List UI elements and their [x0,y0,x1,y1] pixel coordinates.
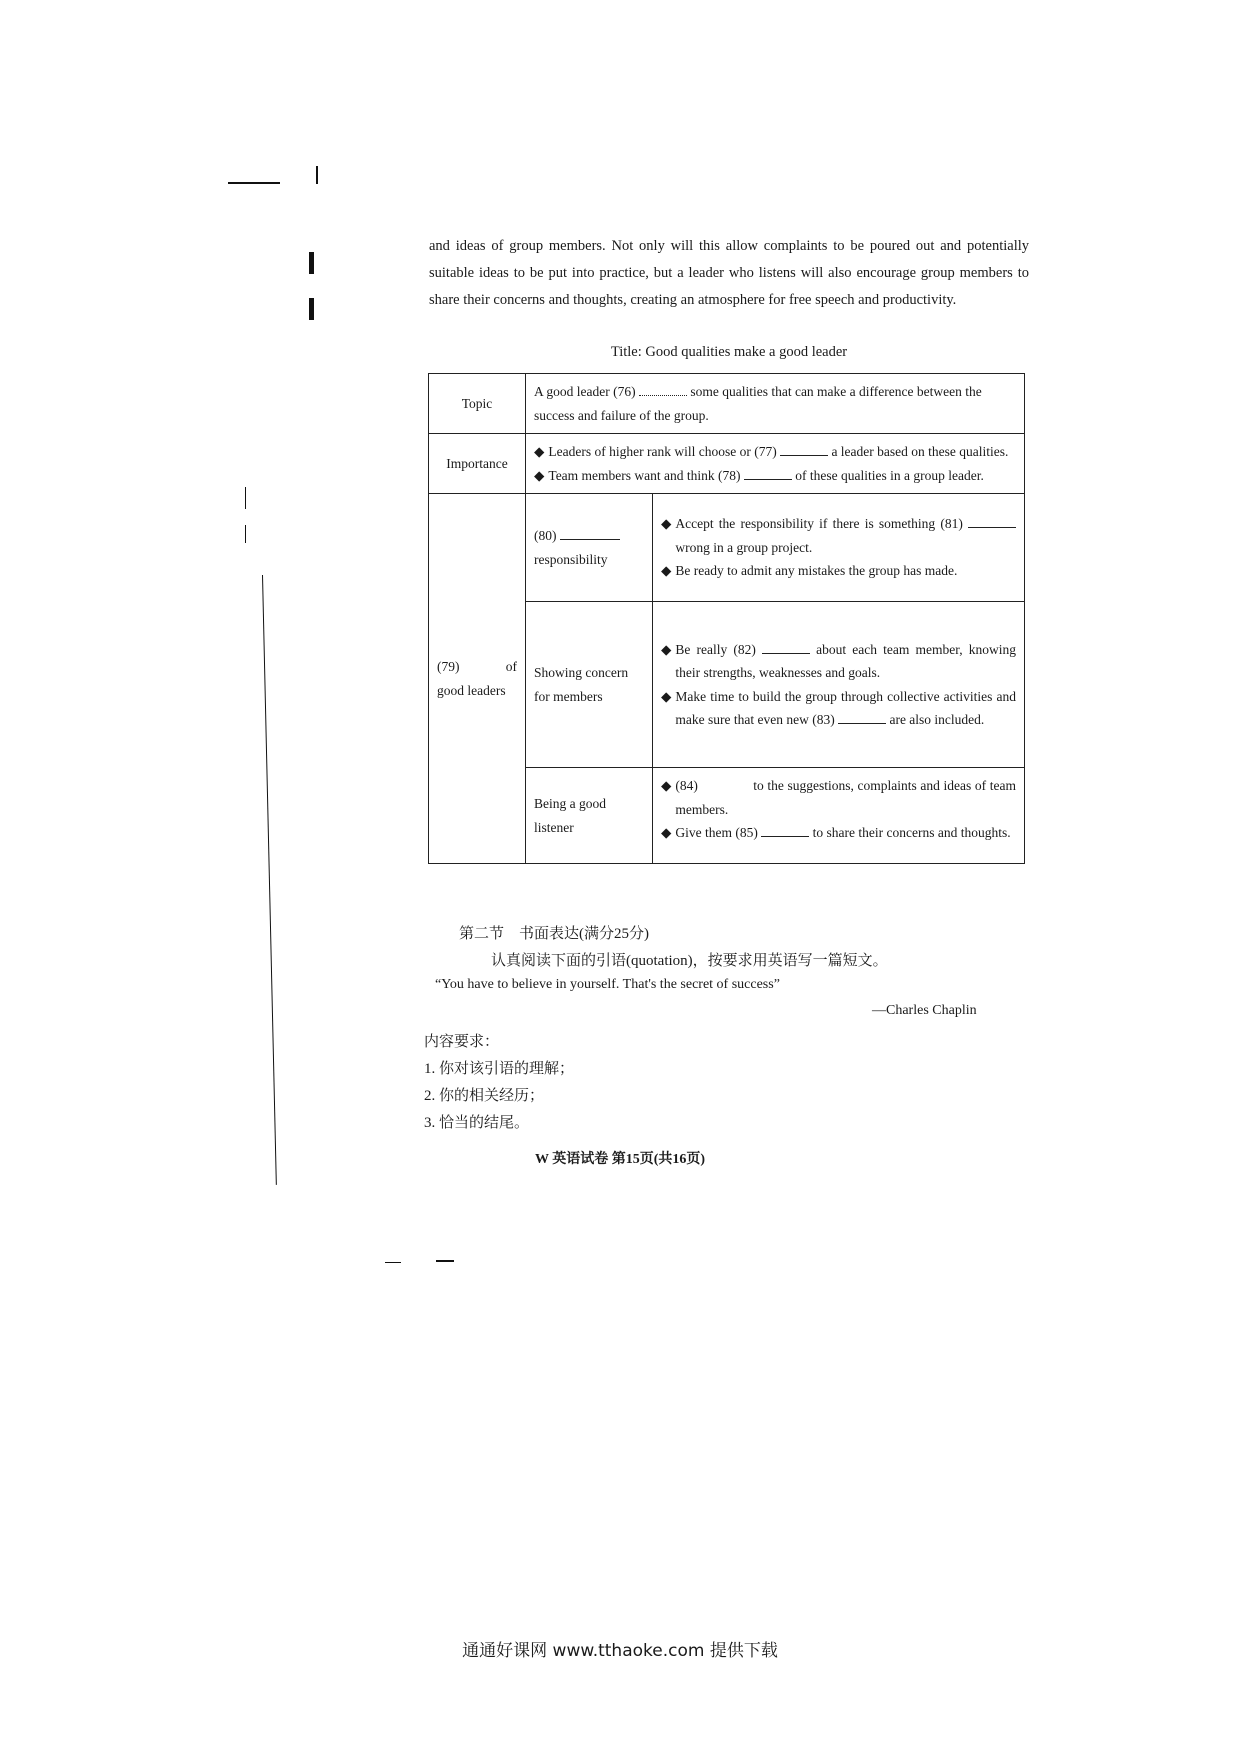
item-text: wrong in a group project. [675,539,813,555]
blank-80[interactable] [560,525,620,540]
diamond-icon: ◆ [661,516,672,532]
blank-82[interactable] [762,639,810,654]
table-row [429,374,1025,434]
q3-cell [653,768,1025,864]
item-text: Accept the responsibility if there is something (81) [675,516,963,532]
blank-76[interactable] [639,381,687,396]
diamond-icon: ◆ [661,641,672,657]
list-item [661,821,1016,845]
topic-text: A good leader (76) [534,384,636,399]
item-text: a leader based on these qualities. [831,444,1009,459]
scan-mark [309,252,314,274]
requirement-item: 1. 你对该引语的理解； [424,1061,575,1077]
scan-mark [436,1260,454,1262]
list-item [661,685,1016,732]
scan-mark [245,487,246,509]
outline-title: Title: Good qualities make a good leader [610,344,848,360]
scan-mark [245,525,246,543]
list-item [661,638,1016,685]
importance-cell [526,434,1025,494]
q1-number: (80) [534,528,557,543]
q1-cell [653,494,1025,602]
blank-77[interactable] [780,441,828,456]
importance-label: Importance [429,434,526,494]
item-text: Leaders of higher rank will choose or (77) [548,444,777,459]
item-text: about each team member, knowing their strengths, weaknesses and goals. [675,641,1016,680]
item-text: are also included. [889,712,985,727]
diamond-icon: ◆ [534,444,545,459]
q2-label: Showing concern for members [526,602,653,768]
topic-text: some qualities that can make a difference between the success and failure of the group. [534,384,982,423]
list-item [534,464,1016,488]
table-row [429,434,1025,494]
requirement-item: 3. 恰当的结尾。 [424,1115,530,1131]
scan-mark [316,166,318,184]
table-row [429,494,1025,602]
topic-label: Topic [429,374,526,434]
site-footer: 通通好课网 www.tthaoke.com 提供下载 [462,1641,778,1661]
blank-84[interactable] [702,775,750,790]
instruction: 认真阅读下面的引语(quotation)，按要求用英语写一篇短文。 [491,953,888,969]
item-text: Be really (82) [675,641,756,657]
item-text: Make time to build the group through collective activities and make sure that even new (83) [675,688,1016,727]
quote-author: —Charles Chaplin [872,1003,977,1018]
diamond-icon: ◆ [534,467,545,483]
list-item [661,512,1016,559]
requirements-title: 内容要求： [424,1034,500,1050]
qualities-of: of [505,659,517,674]
item-text: of these qualities in a group leader. [795,467,984,483]
blank-85[interactable] [761,822,809,837]
qualities-number: (79) [437,659,460,674]
list-item [661,559,1016,583]
diamond-icon: ◆ [661,688,672,704]
item-text: Give them (85) [675,825,758,840]
q1-text: responsibility [534,551,608,567]
topic-cell [526,374,1025,434]
q1-label [526,494,653,602]
item-text: to share their concerns and thoughts. [812,825,1011,840]
item-text: (84) [675,778,698,793]
list-item [661,774,1016,821]
diamond-icon: ◆ [661,778,672,793]
blank-83[interactable] [838,709,886,724]
list-item [534,440,1016,464]
scan-edge-line [262,575,277,1185]
page-footer: W 英语试卷 第15页(共16页) [534,1152,706,1167]
item-text: Be ready to admit any mistakes the group has made. [675,563,958,579]
quote: “You have to believe in yourself. That's the secret of success” [435,977,780,992]
diamond-icon: ◆ [661,563,672,579]
q2-cell [653,602,1025,768]
intro-paragraph: and ideas of group members. Not only will this allow complaints to be poured out and potentially suitable ideas to be put into practice, but a leader who listens will also encourage group members to share their concerns and thoughts, creating an atmosphere for free speech and productivity. [429,238,1029,308]
outline-table [428,373,1025,864]
section-heading: 第二节 书面表达(满分25分) [459,926,649,942]
scan-mark [309,298,314,320]
item-text: Team members want and think (78) [548,467,741,483]
scan-mark [228,182,280,184]
blank-78[interactable] [744,465,792,480]
qualities-label [429,494,526,864]
blank-81[interactable] [968,513,1016,528]
scan-mark [385,1262,401,1263]
requirement-item: 2. 你的相关经历； [424,1088,545,1104]
q3-label: Being a good listener [526,768,653,864]
qualities-text: good leaders [437,682,506,698]
item-text: to the suggestions, complaints and ideas of team members. [675,778,1017,817]
diamond-icon: ◆ [661,825,672,840]
